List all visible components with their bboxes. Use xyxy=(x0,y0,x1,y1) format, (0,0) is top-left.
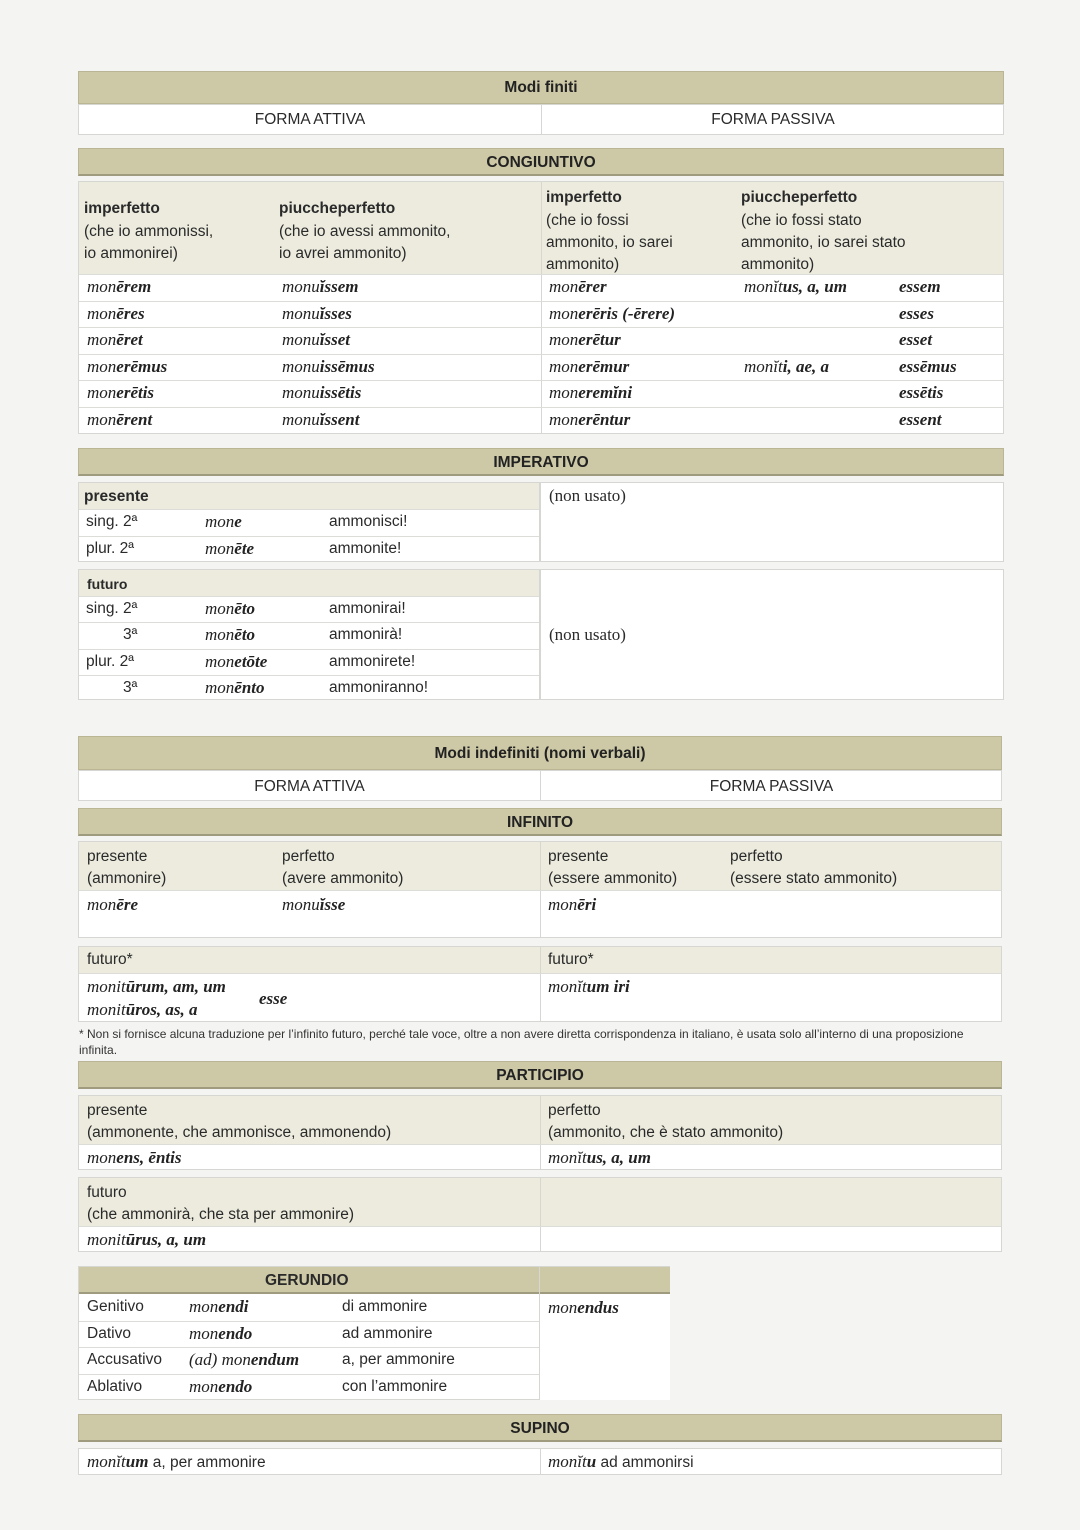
gerundio-lat: monendo xyxy=(189,1323,253,1343)
non-usato-1: (non usato) xyxy=(549,486,626,505)
supino-attivo xyxy=(87,1452,266,1472)
participio-futuro-table xyxy=(78,1177,1002,1252)
inf-perfetto-attivo-head: perfetto xyxy=(282,848,335,865)
cong-esse-form: essent xyxy=(899,409,942,429)
cong-imperfetto-passivo-form: monerēris (-ērere) xyxy=(549,303,676,323)
table-row xyxy=(79,327,1003,328)
imperativo-person: plur. 2ª xyxy=(86,540,134,557)
table-row xyxy=(79,675,539,676)
congiuntivo-table xyxy=(78,181,1004,434)
gerundivo-box xyxy=(540,1266,670,1400)
part-perfetto-head: perfetto xyxy=(548,1102,601,1119)
forma-passiva-label: FORMA PASSIVA xyxy=(711,111,835,128)
imperativo-lat: monetōte xyxy=(205,651,268,671)
gerundio-case: Accusativo xyxy=(87,1351,162,1368)
imperativo-futuro-passivo xyxy=(540,569,1004,700)
imperativo-futuro-head: futuro xyxy=(87,576,128,592)
forma-passiva-label-2: FORMA PASSIVA xyxy=(709,778,834,795)
cong-imperfetto-attivo-form: monerētis xyxy=(87,383,155,402)
imperativo-lat: monēnto xyxy=(205,677,265,697)
part-futuro-lat: monitūrus, a, um xyxy=(87,1230,207,1249)
imperativo-it: ammonirà! xyxy=(329,626,403,644)
inf-presente-attivo-tr: (ammonire) xyxy=(87,870,167,887)
infinito-futuro-table xyxy=(78,946,1002,1022)
inf-presente-passivo-head: presente xyxy=(548,848,609,865)
cong-imperfetto-attivo-tr: (che io ammonissi, io ammonirei) xyxy=(84,223,214,262)
gerundio-it: con l’ammonire xyxy=(342,1377,448,1395)
cong-piuccheperfetto-attivo-form: monuissēmus xyxy=(282,356,375,376)
imperativo-person: sing. 2ª xyxy=(86,600,138,617)
inf-futuro-passivo-lat: monĭtum iri xyxy=(548,977,630,996)
infinito-table xyxy=(78,841,1002,938)
imperativo-lat: monēte xyxy=(205,539,255,558)
supino-table xyxy=(78,1448,1002,1475)
gerundivo-lat: monendus xyxy=(548,1298,619,1317)
modi-indefiniti-title: Modi indefiniti (nomi verbali) xyxy=(78,736,1002,770)
inf-perfetto-passivo-tr: (essere stato ammonito) xyxy=(730,870,898,887)
imperativo-presente-head: presente xyxy=(84,488,149,505)
table-row xyxy=(79,1347,539,1348)
cong-imperfetto-passivo-tr: (che io fossi ammonito, io sarei ammonito) xyxy=(546,212,673,273)
table-row xyxy=(79,407,1003,408)
supino-attivo-tr: a, per ammonire xyxy=(148,1454,266,1471)
cong-imperfetto-attivo-head: imperfetto xyxy=(84,200,160,217)
forma-attiva-label: FORMA ATTIVA xyxy=(254,111,366,128)
table-row xyxy=(79,1374,539,1375)
table-row xyxy=(79,509,539,510)
gerundio-lat: monendo xyxy=(189,1376,253,1396)
imperativo-it: ammonirai! xyxy=(329,600,406,617)
table-row xyxy=(79,380,1003,381)
gerundio-it: a, per ammonire xyxy=(342,1351,455,1368)
gerundio-lat: monendi xyxy=(189,1297,249,1316)
infinito-title: INFINITO xyxy=(78,808,1002,836)
cong-piuccheperfetto-attivo-form: monuĭssent xyxy=(282,409,360,429)
cong-imperfetto-attivo-form: monērent xyxy=(87,409,153,429)
imperativo-lat: monēto xyxy=(205,625,256,645)
inf-perfetto-attivo-tr: (avere ammonito) xyxy=(282,870,404,887)
table-row xyxy=(79,596,539,597)
supino-passivo-lat: monĭtu xyxy=(548,1452,597,1471)
imperativo-it: ammoniranno! xyxy=(329,678,429,696)
gerundio-case: Ablativo xyxy=(87,1377,143,1395)
gerundio-lat: (ad) monendum xyxy=(189,1350,300,1369)
imperativo-person: 3ª xyxy=(123,678,138,696)
part-perfetto-lat: monĭtus, a, um xyxy=(548,1148,651,1167)
table-row xyxy=(79,622,539,623)
gerundio-case: Genitivo xyxy=(87,1298,144,1315)
gerundio-case: Dativo xyxy=(87,1324,131,1342)
part-futuro-head: futuro xyxy=(87,1184,127,1201)
part-presente-tr: (ammonente, che ammonisce, ammonendo) xyxy=(87,1124,392,1141)
inf-perfetto-attivo-lat: monuĭsse xyxy=(282,895,346,914)
cong-imperfetto-passivo-form: monerēntur xyxy=(549,409,631,429)
imperativo-it: ammonite! xyxy=(329,540,402,557)
table-row xyxy=(79,649,539,650)
forma-attiva-label-2: FORMA ATTIVA xyxy=(254,778,365,795)
forme-header xyxy=(78,104,1004,135)
cong-participio-form: monĭtus, a, um xyxy=(744,277,847,296)
non-usato-2: (non usato) xyxy=(549,625,626,644)
table-row xyxy=(79,354,1003,355)
cong-participio-form: monĭti, ae, a xyxy=(744,356,830,376)
cong-piuccheperfetto-attivo-tr: (che io avessi ammonito, io avrei ammonito) xyxy=(279,223,451,262)
inf-presente-attivo-head: presente xyxy=(87,848,148,865)
supino-title: SUPINO xyxy=(78,1414,1002,1442)
cong-esse-form: essēmus xyxy=(899,356,957,376)
imperativo-presente-passivo xyxy=(540,482,1004,562)
inf-futuro-attivo-head: futuro* xyxy=(87,951,133,968)
cong-imperfetto-passivo-form: monērer xyxy=(549,277,607,296)
inf-perfetto-passivo-head: perfetto xyxy=(730,848,783,865)
inf-presente-attivo-lat: monēre xyxy=(87,895,138,914)
cong-piuccheperfetto-attivo-form: monuĭsses xyxy=(282,303,352,323)
congiuntivo-title: CONGIUNTIVO xyxy=(78,148,1004,176)
gerundio-it: ad ammonire xyxy=(342,1324,433,1342)
inf-futuro-attivo-lat1: monitūrum, am, um xyxy=(87,977,226,996)
cong-imperfetto-passivo-form: monerēmur xyxy=(549,356,630,376)
cong-piuccheperfetto-attivo-form: monuĭssem xyxy=(282,277,359,296)
gerundio-title: GERUNDIO xyxy=(265,1272,349,1289)
supino-passivo-tr: ad ammonirsi xyxy=(596,1454,694,1471)
imperativo-it: ammonisci! xyxy=(329,513,408,530)
part-presente-lat: monens, ēntis xyxy=(87,1148,182,1167)
cong-imperfetto-attivo-form: monerēmus xyxy=(87,356,168,376)
table-row xyxy=(79,536,539,537)
modi-finiti-title: Modi finiti xyxy=(78,71,1004,104)
cong-imperfetto-attivo-form: monēret xyxy=(87,330,143,349)
cong-imperfetto-passivo-form: monerētur xyxy=(549,330,621,349)
imperativo-person: sing. 2ª xyxy=(86,513,138,530)
table-row xyxy=(79,274,1003,275)
supino-passivo xyxy=(548,1452,694,1472)
inf-futuro-passivo-head: futuro* xyxy=(548,951,594,968)
cong-esse-form: essētis xyxy=(899,383,944,402)
cong-piuccheperfetto-passivo-tr: (che io fossi stato ammonito, io sarei stato ammonito) xyxy=(741,212,906,273)
cong-imperfetto-attivo-form: monērem xyxy=(87,277,152,296)
inf-futuro-attivo-lat2: monitūros, as, a xyxy=(87,1000,198,1019)
imperativo-it: ammonirete! xyxy=(329,652,416,670)
table-row xyxy=(79,301,1003,302)
forme-header-2 xyxy=(78,770,1002,801)
imperativo-presente-table xyxy=(78,482,540,562)
cong-piuccheperfetto-passivo-head: piuccheperfetto xyxy=(741,189,858,206)
participio-title: PARTICIPIO xyxy=(78,1061,1002,1089)
part-perfetto-tr: (ammonito, che è stato ammonito) xyxy=(548,1124,784,1141)
gerundio-it: di ammonire xyxy=(342,1298,428,1315)
imperativo-title: IMPERATIVO xyxy=(78,448,1004,476)
cong-imperfetto-passivo-head: imperfetto xyxy=(546,189,622,206)
cong-esse-form: essem xyxy=(899,277,941,296)
imperativo-person: 3ª xyxy=(123,626,138,644)
cong-piuccheperfetto-attivo-head: piuccheperfetto xyxy=(279,200,396,217)
cong-imperfetto-attivo-form: monēres xyxy=(87,303,145,323)
imperativo-futuro-table xyxy=(78,569,540,700)
part-presente-head: presente xyxy=(87,1102,148,1119)
participio-table xyxy=(78,1095,1002,1170)
part-futuro-tr: (che ammonirà, che sta per ammonire) xyxy=(87,1206,355,1223)
imperativo-person: plur. 2ª xyxy=(86,652,134,670)
gerundio-table xyxy=(78,1266,540,1400)
cong-piuccheperfetto-attivo-form: monuĭsset xyxy=(282,330,351,349)
inf-futuro-esse: esse xyxy=(259,989,288,1008)
cong-esse-form: esses xyxy=(899,303,934,323)
table-row xyxy=(79,1321,539,1322)
supino-attivo-lat: monĭtum xyxy=(87,1452,149,1471)
imperativo-lat: monēto xyxy=(205,599,256,618)
cong-imperfetto-passivo-form: moneremĭni xyxy=(549,383,633,402)
inf-presente-passivo-lat: monēri xyxy=(548,895,597,914)
inf-presente-passivo-tr: (essere ammonito) xyxy=(548,870,678,887)
cong-piuccheperfetto-attivo-form: monuissētis xyxy=(282,383,362,402)
cong-esse-form: esset xyxy=(899,330,933,349)
infinito-futuro-note: * Non si fornisce alcuna traduzione per l’infinito futuro, perché tale voce, oltre a non avere diretta corrispondenza in italiano, è usata solo all’interno di una proposizione infinita. xyxy=(79,1027,964,1057)
imperativo-lat: mone xyxy=(205,512,242,531)
